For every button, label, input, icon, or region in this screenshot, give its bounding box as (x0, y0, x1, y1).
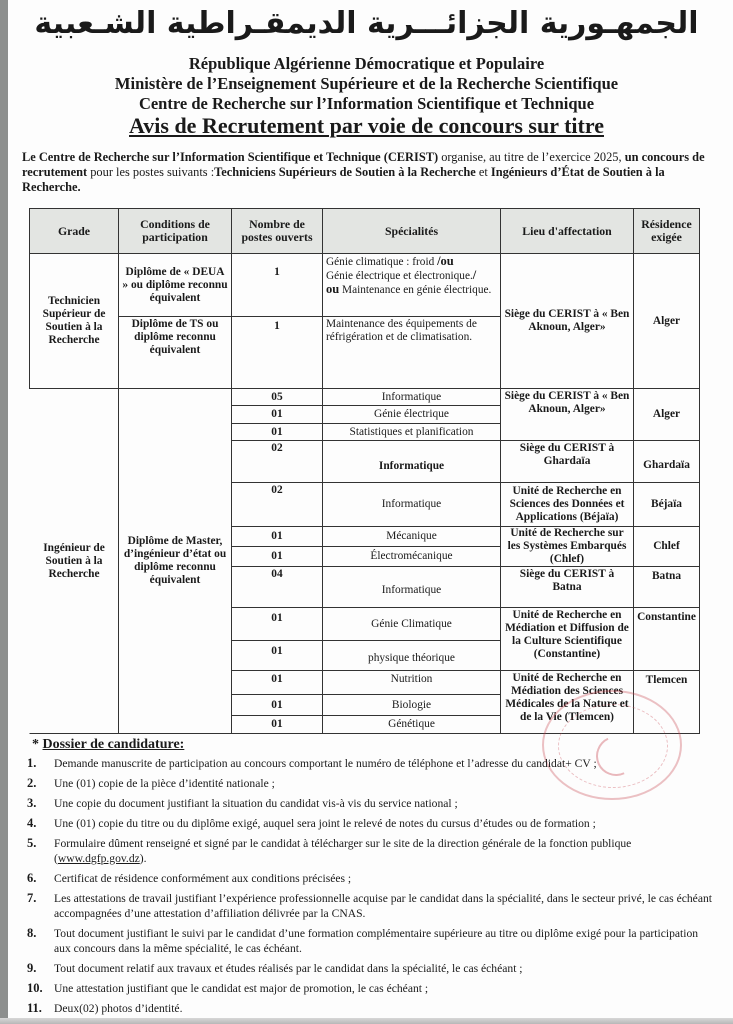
residence-cell: Ghardaïa (633, 440, 700, 483)
dossier-list (27, 756, 717, 1021)
postes-cell: 01 (231, 405, 323, 424)
header-residence: Résidence exigée (633, 208, 700, 254)
item-text: Formulaire dûment renseigné et signé par le candidat à télécharger sur le site de la direction générale de la fonction publique ( (54, 837, 632, 865)
postes-cell: 01 (231, 423, 323, 441)
specialite-cell: Génétique (322, 715, 501, 734)
residence-cell: Alger (633, 253, 700, 389)
item-number: 6. (27, 871, 37, 885)
specialite-cell: Informatique (322, 566, 501, 608)
list-item (27, 926, 717, 956)
item-text: Une attestation justifiant que le candidat est major de promotion, le cas échéant ; (54, 982, 429, 995)
postes-cell: 01 (231, 546, 323, 567)
specialite-cell: physique théorique (322, 640, 501, 671)
spec-option: Génie climatique : froid (326, 256, 438, 268)
or-separator: / (472, 268, 477, 282)
lieu-cell: Unité de Recherche sur les Systèmes Embarqués (Chlef) (500, 526, 634, 567)
intro-text: organise, au titre de l’exercice 2025, (438, 150, 625, 164)
header-postes: Nombre de postes ouverts (231, 208, 323, 254)
postes-cell: 05 (231, 388, 323, 406)
item-number: 11. (27, 1001, 42, 1015)
lieu-cell: Unité de Recherche en Sciences des Données et Applications (Béjaïa) (500, 482, 634, 527)
scan-bottom-edge (0, 1018, 733, 1024)
postes-cell: 02 (231, 482, 323, 527)
list-item (27, 981, 717, 996)
residence-cell: Batna (633, 566, 700, 608)
specialite-cell (322, 253, 501, 317)
ministry-line: Ministère de l’Enseignement Supérieure et de la Recherche Scientifique (114, 74, 619, 93)
grade-technicien: Technicien Supérieur de Soutien à la Recherche (29, 253, 119, 389)
item-number: 9. (27, 961, 37, 975)
residence-cell: Tlemcen (633, 670, 700, 734)
item-number: 7. (27, 891, 37, 905)
postes-cell: 02 (231, 440, 323, 483)
specialite-cell: Statistiques et planification (322, 423, 501, 441)
list-item (27, 816, 717, 831)
condition-ts: Diplôme de TS ou diplôme reconnu équivalent (118, 316, 232, 389)
specialite-cell: Génie électrique (322, 405, 501, 424)
list-item (27, 776, 717, 791)
postes-cell: 01 (231, 715, 323, 734)
grade-ingenieur: Ingénieur de Soutien à la Recherche (29, 388, 119, 734)
header-specialites: Spécialités (322, 208, 501, 254)
specialite-cell: Maintenance des équipements de réfrigération et de climatisation. (322, 316, 501, 389)
specialite-cell: Biologie (322, 694, 501, 716)
item-number: 1. (27, 756, 37, 770)
condition-master: Diplôme de Master, d’ingénieur d’état ou diplôme reconnu équivalent (118, 388, 232, 734)
list-item (27, 871, 717, 886)
lieu-cell: Unité de Recherche en Médiation des Sciences Médicales de la Nature et de la Vie (Tlemcen) (500, 670, 634, 734)
item-text: Une copie du document justifiant la situation du candidat vis-à vis du service national ; (54, 797, 458, 810)
arabic-title: الجمهـورية الجزائـــرية الديمقـراطية الشـعبية (34, 6, 699, 41)
list-item (27, 796, 717, 811)
item-number: 10. (27, 981, 43, 995)
center-line: Centre de Recherche sur l’Information Scientifique et Technique (138, 94, 595, 113)
item-text: Une (01) copie de la pièce d’identité nationale ; (54, 777, 275, 790)
item-number: 5. (27, 836, 37, 850)
postes-cell: 01 (231, 526, 323, 547)
scan-margin (0, 0, 8, 1024)
lieu-cell: Siège du CERIST à « Ben Aknoun, Alger» (500, 388, 634, 441)
specialite-cell: Nutrition (322, 670, 501, 695)
dgfp-link[interactable]: www.dgfp.gov.dz (57, 852, 140, 865)
or-separator: /ou (437, 254, 454, 268)
or-separator: ou (326, 282, 340, 296)
residence-cell: Béjaïa (633, 482, 700, 527)
postes-cell: 01 (231, 670, 323, 695)
residence-cell: Chlef (633, 526, 700, 567)
header-grade: Grade (29, 208, 119, 254)
spec-option: Génie électrique et électronique. (326, 270, 473, 282)
item-text: Une (01) copie du titre ou du diplôme exigé, auquel sera joint le relevé de notes du cursus d’études ou de formation ; (54, 817, 596, 830)
dossier-title: Dossier de candidature: (42, 737, 185, 752)
intro-text: pour les postes suivants : (87, 165, 215, 179)
lieu-cell: Unité de Recherche en Médiation et Diffusion de la Culture Scientifique (Constantine) (500, 607, 634, 671)
postes-cell: 1 (231, 316, 323, 389)
specialite-cell: Informatique (322, 482, 501, 527)
intro-grade-ing: Ingénieurs d’État de Soutien à la Recherche. (22, 165, 665, 194)
list-item (27, 756, 717, 771)
item-text: Certificat de résidence conformément aux conditions précisées ; (54, 872, 352, 885)
item-text: Deux(02) photos d’identité. (54, 1002, 183, 1015)
lieu-cell: Siège du CERIST à Batna (500, 566, 634, 608)
specialite-cell: Informatique (322, 440, 501, 483)
header-lieu: Lieu d'affectation (500, 208, 634, 254)
header-conditions: Conditions de participation (118, 208, 232, 254)
item-text: Demande manuscrite de participation au concours comportant le numéro de téléphone et l’adresse du candidat+ CV ; (54, 757, 597, 770)
item-text: Tout document justifiant le suivi par le candidat d’une formation complémentaire supérieure au titre ou diplôme exigé pour la participation aux concours dans la même spécialité, le cas échéant. (54, 927, 699, 955)
specialite-cell: Informatique (322, 388, 501, 406)
postes-cell: 01 (231, 640, 323, 671)
postes-cell: 01 (231, 607, 323, 641)
postes-cell: 1 (231, 253, 323, 317)
intro-grade-ts: Techniciens Supérieurs de Soutien à la Recherche (214, 165, 476, 179)
list-item (27, 891, 717, 921)
item-number: 3. (27, 796, 37, 810)
intro-contest: un concours de recrutement (22, 150, 705, 179)
item-text: Les attestations de travail justifiant l’expérience professionnelle acquise par le candidat dans la spécialité, dans le secteur privé, le cas échéant accompagnées d’une attestation d’affiliation délivrée par la CNAS. (54, 892, 712, 920)
item-number: 2. (27, 776, 37, 790)
lieu-cell: Siège du CERIST à « Ben Aknoun, Alger» (500, 253, 634, 389)
document-title: Avis de Recrutement par voie de concours sur titre (129, 113, 604, 138)
dossier-heading (32, 737, 184, 753)
list-item (27, 1001, 717, 1016)
specialite-cell: Mécanique (322, 526, 501, 547)
residence-cell: Constantine (633, 607, 700, 671)
postes-cell: 04 (231, 566, 323, 608)
postes-cell: 01 (231, 694, 323, 716)
intro-paragraph (22, 150, 712, 195)
residence-cell: Alger (633, 388, 700, 441)
intro-text: et (475, 165, 491, 179)
asterisk: * (32, 737, 43, 752)
list-item (27, 836, 717, 866)
spec-option: Maintenance en génie électrique. (339, 284, 492, 296)
item-text: ). (139, 852, 147, 865)
intro-org: Le Centre de Recherche sur l’Information Scientifique et Technique (CERIST) (22, 150, 439, 164)
lieu-cell: Siège du CERIST à Ghardaïa (500, 440, 634, 483)
item-number: 4. (27, 816, 37, 830)
specialite-cell: Électromécanique (322, 546, 501, 567)
list-item (27, 961, 717, 976)
item-text: Tout document relatif aux travaux et études réalisés par le candidat dans la spécialité, le cas échéant ; (54, 962, 523, 975)
specialite-options (326, 255, 491, 297)
item-number: 8. (27, 926, 37, 940)
specialite-cell: Génie Climatique (322, 607, 501, 641)
condition-deua: Diplôme de « DEUA » ou diplôme reconnu équivalent (118, 253, 232, 317)
republic-line: République Algérienne Démocratique et Populaire (188, 54, 545, 73)
